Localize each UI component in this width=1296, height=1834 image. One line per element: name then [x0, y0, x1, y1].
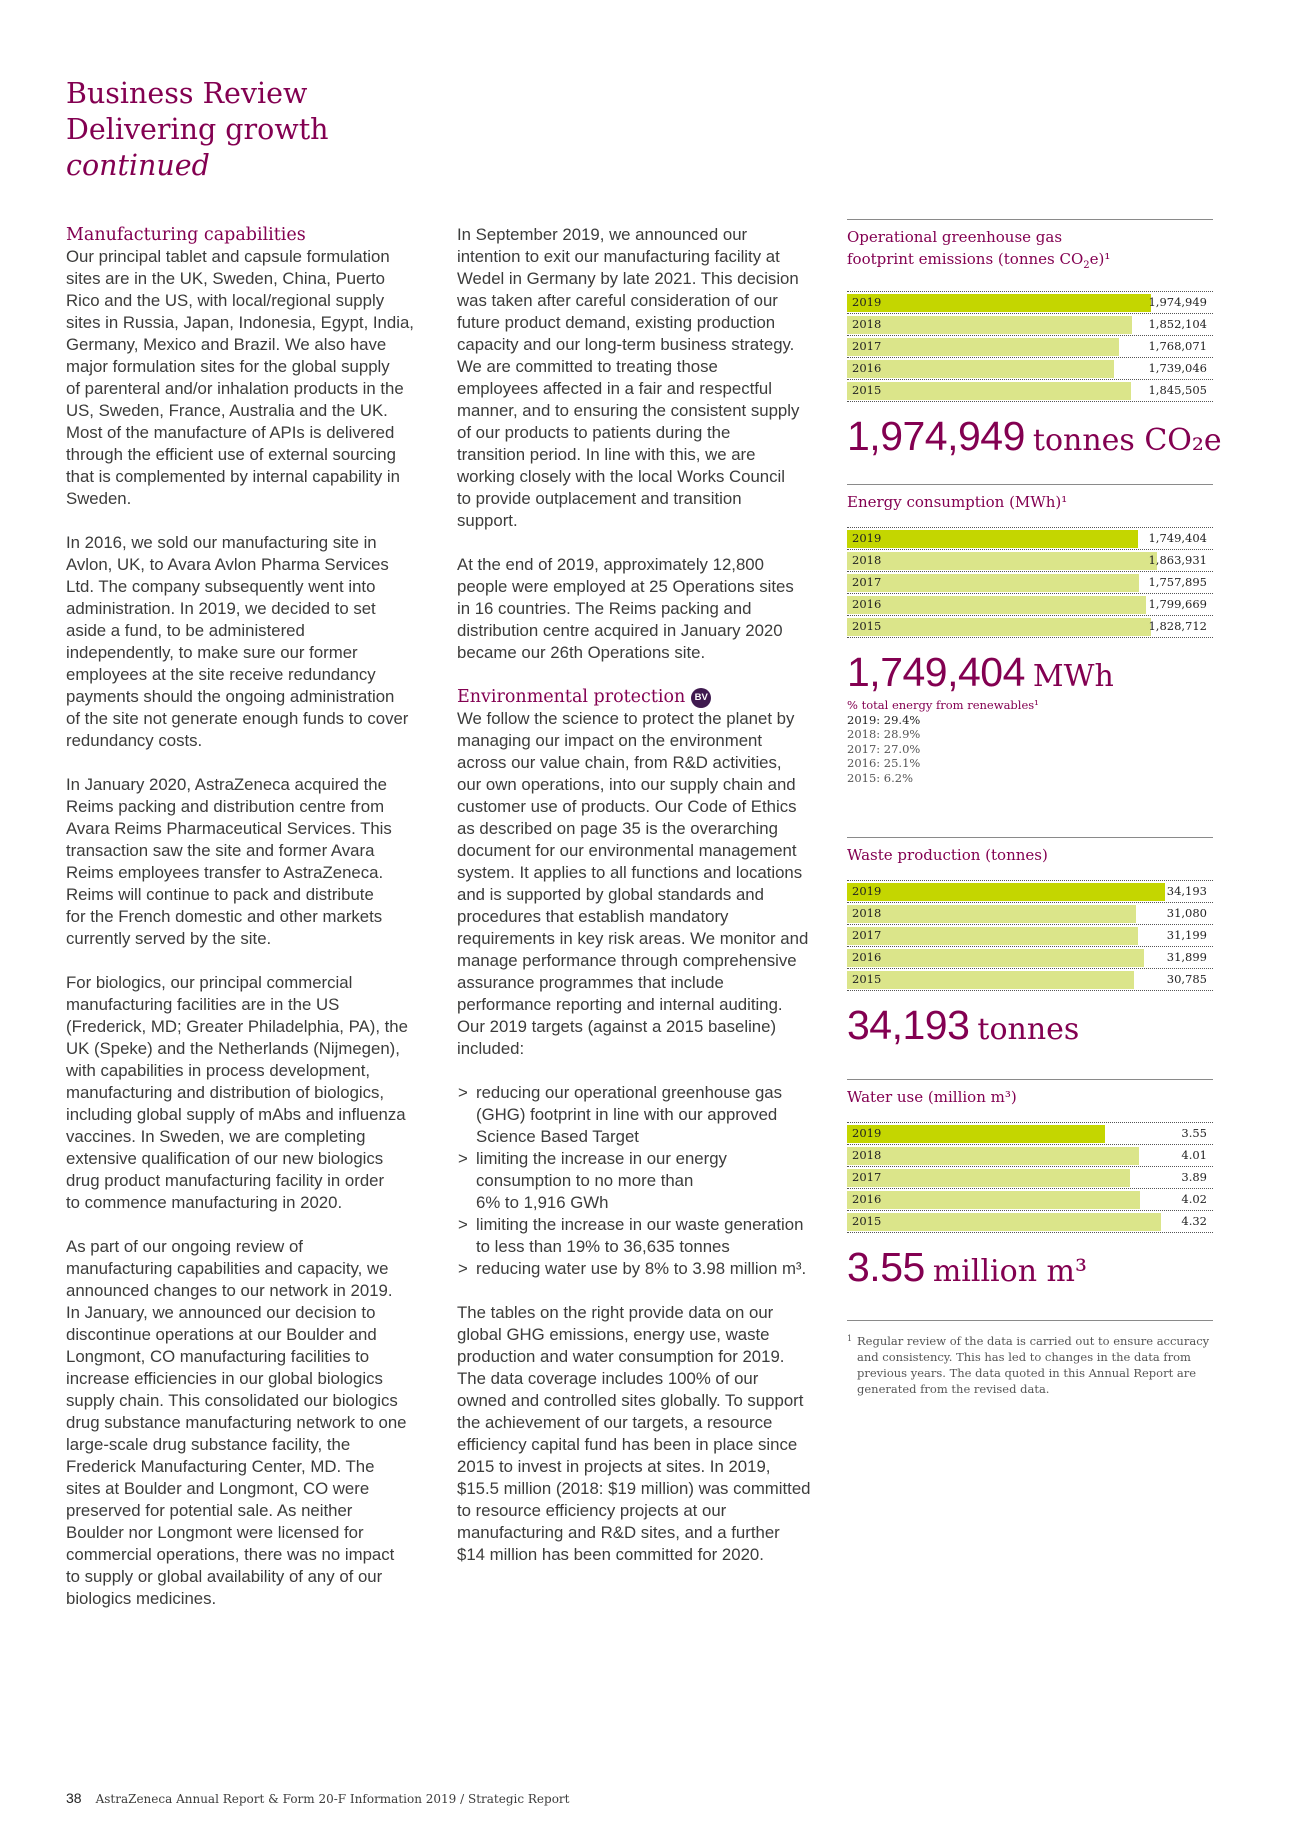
bar-year-label: 2015 [852, 383, 882, 397]
bar-row [847, 947, 1213, 969]
bar-chart [847, 880, 1213, 991]
chart-title-part: footprint emissions (tonnes CO [847, 250, 1084, 268]
renewables-item: 2018: 28.9% [847, 727, 921, 741]
bv-badge-icon: BV [691, 688, 711, 708]
energy-consumption-panel [847, 484, 1213, 785]
bar-row [847, 1145, 1213, 1167]
headline-unit: MWh [1032, 659, 1114, 694]
chart-title-line: Operational greenhouse gas [847, 228, 1063, 246]
bar-value-label: 31,899 [1166, 950, 1207, 964]
page-header [66, 76, 329, 184]
bar-year-label: 2017 [852, 928, 882, 942]
bar-2019 [847, 294, 1151, 312]
bar-year-label: 2015 [852, 619, 882, 633]
paragraph: We follow the science to protect the planet by managing our impact on the environment across our value chain, from R&D activities, our own operations, into our supply chain and customer use of products. Our Code of Ethics as described on page 35 is the overarching document for our environmental management system. It applies to all functions and locations and is supported by global standards and procedures that establish mandatory requirements in key risk areas. We monitor and manage performance through comprehensive assurance programmes that include performance reporting and internal auditing. Our 2019 targets (against a 2015 baseline) included: [457, 709, 809, 1058]
page-title: Delivering growth [66, 113, 329, 146]
bar-2019 [847, 883, 1165, 901]
bar-year-label: 2016 [852, 361, 882, 375]
bar-row [847, 380, 1213, 402]
bar-row [847, 314, 1213, 336]
bar-2015 [847, 1213, 1161, 1231]
bar-value-label: 4.32 [1181, 1214, 1207, 1228]
bar-value-label: 3.55 [1181, 1126, 1207, 1140]
headline-figure [847, 1003, 1213, 1047]
bar-row [847, 550, 1213, 572]
bar-row [847, 528, 1213, 550]
bar-2018 [847, 552, 1157, 570]
bar-value-label: 1,749,404 [1148, 531, 1207, 545]
bar-row [847, 1167, 1213, 1189]
footnote-marker: 1 [847, 1334, 853, 1343]
bar-value-label: 31,080 [1166, 906, 1207, 920]
bar-value-label: 4.02 [1181, 1192, 1207, 1206]
footnote-body: Regular review of the data is carried out to ensure accuracy and consistency. This has led to changes in the data from previous years. The data quoted in this Annual Report are generated from the revised data. [857, 1334, 1210, 1396]
bar-value-label: 1,828,712 [1148, 619, 1207, 633]
bar-value-label: 1,845,505 [1148, 383, 1207, 397]
renewables-item: 2017: 27.0% [847, 741, 921, 756]
chart-title [847, 226, 1213, 277]
ghg-emissions-panel [847, 219, 1222, 459]
bar-row [847, 1123, 1213, 1145]
bar-2018 [847, 1147, 1139, 1165]
footnote-text [847, 1333, 1213, 1397]
bar-value-label: 1,739,046 [1148, 361, 1207, 375]
bar-year-label: 2015 [852, 972, 882, 986]
bar-row [847, 903, 1213, 925]
bar-2018 [847, 905, 1136, 923]
bar-row [847, 572, 1213, 594]
renewables-label: % total energy from renewables¹ [847, 698, 1039, 712]
chart-title-part: e)¹ [1089, 250, 1111, 268]
list-item: > reducing our operational greenhouse gas (GHG) footprint in line with our approved Science Based Target [457, 1082, 823, 1148]
bar-2017 [847, 574, 1139, 592]
chart-title-line [847, 248, 1213, 277]
bar-value-label: 1,852,104 [1148, 317, 1207, 331]
renewables-item: 2016: 25.1% [847, 756, 921, 770]
headline-value: 3.55 [847, 1244, 925, 1290]
bar-2017 [847, 927, 1138, 945]
bar-value-label: 1,974,949 [1148, 295, 1207, 309]
bar-value-label: 31,199 [1166, 928, 1207, 942]
headline-figure [847, 650, 1213, 694]
paragraph: In 2016, we sold our manufacturing site in Avlon, UK, to Avara Avlon Pharma Services Ltd. The company subsequently went into administration. In 2019, we decided to set aside a fund, to be administered independently, to make sure our former employees at the site receive redundancy payments should the ongoing administration of the site not generate enough funds to cover redundancy costs. [66, 533, 409, 750]
bar-year-label: 2018 [852, 553, 882, 567]
bar-year-label: 2019 [852, 531, 882, 545]
heading-text: Environmental protection [457, 687, 686, 707]
renewables-item: 2015: 6.2% [847, 770, 914, 785]
paragraph: Our principal tablet and capsule formulation sites are in the UK, Sweden, China, Puerto Rico and the US, with local/regional supply sites in Russia, Japan, Indonesia, Egypt, India, Germany, Mexico and Brazil. We also have major formulation sites for the global supply of parenteral and/or inhalation products in the US, Sweden, France, Australia and the UK. Most of the manufacture of APIs is delivered through the efficient use of external sourcing that is complemented by internal capability in Sweden. [66, 247, 414, 508]
bar-2015 [847, 618, 1151, 636]
bar-row [847, 594, 1213, 616]
bar-value-label: 30,785 [1166, 972, 1207, 986]
bar-year-label: 2019 [852, 884, 882, 898]
bar-2016 [847, 596, 1146, 614]
list-item: > limiting the increase in our energy consumption to no more than 6% to 1,916 GWh [457, 1148, 823, 1214]
targets-list [457, 1082, 823, 1280]
bar-2016 [847, 949, 1144, 967]
water-use-panel [847, 1079, 1213, 1289]
bar-year-label: 2017 [852, 339, 882, 353]
bar-year-label: 2016 [852, 950, 882, 964]
bar-value-label: 1,757,895 [1148, 575, 1207, 589]
bar-row [847, 292, 1213, 314]
heading-manufacturing-capabilities: Manufacturing capabilities [66, 225, 306, 245]
bar-year-label: 2019 [852, 295, 882, 309]
list-item: > limiting the increase in our waste generation to less than 19% to 36,635 tonnes [457, 1214, 823, 1258]
headline-value: 1,749,404 [847, 649, 1025, 695]
bar-row [847, 881, 1213, 903]
paragraph: As part of our ongoing review of manufacturing capabilities and capacity, we announced changes to our network in 2019. In January, we announced our decision to discontinue operations at our Boulder and Longmont, CO manufacturing facilities to increase efficiencies in our global biologics supply chain. This consolidated our biologics drug substance manufacturing network to one large-scale drug substance facility, the Frederick Manufacturing Center, MD. The sites at Boulder and Longmont, CO were preserved for potential sale. As neither Boulder nor Longmont were licensed for commercial operations, there was no impact to supply or global availability of any of our biologics medicines. [66, 1237, 407, 1608]
headline-figure [847, 1245, 1213, 1289]
section-title: Business Review [66, 77, 308, 110]
page-footer [66, 1790, 570, 1806]
bar-year-label: 2017 [852, 575, 882, 589]
chart-title-subscript: 2 [1083, 260, 1090, 271]
text-column-middle [457, 224, 823, 1588]
bar-row [847, 336, 1213, 358]
bar-value-label: 3.89 [1181, 1170, 1207, 1184]
page-number: 38 [66, 1790, 82, 1806]
bar-value-label: 1,768,071 [1148, 339, 1207, 353]
bar-year-label: 2019 [852, 1126, 882, 1140]
bar-row [847, 358, 1213, 380]
paragraph: In January 2020, AstraZeneca acquired the Reims packing and distribution centre from Avara Reims Pharmaceutical Services. This transaction saw the site and former Avara Reims employees transfer to AstraZeneca. Reims will continue to pack and distribute for the French domestic and other markets currently served by the site. [66, 775, 392, 948]
bar-2015 [847, 971, 1134, 989]
bar-row [847, 1189, 1213, 1211]
bar-2017 [847, 338, 1119, 356]
footnote [847, 1320, 1213, 1397]
bar-row [847, 925, 1213, 947]
bar-2016 [847, 360, 1114, 378]
footer-text: AstraZeneca Annual Report & Form 20-F Information 2019 / Strategic Report [95, 1792, 570, 1806]
bar-value-label: 1,799,669 [1148, 597, 1207, 611]
renewables-list [847, 698, 1213, 785]
heading-environmental-protection [457, 686, 823, 708]
list-item: > reducing water use by 8% to 3.98 million m³. [457, 1258, 823, 1280]
paragraph: The tables on the right provide data on our global GHG emissions, energy use, waste production and water consumption for 2019. The data coverage includes 100% of our owned and controlled sites globally. To support the achievement of our targets, a resource efficiency capital fund has been in place since 2015 to invest in projects at sites. In 2019, $15.5 million (2018: $19 million) was committed to resource efficiency projects at our manufacturing and R&D sites, and a further $14 million has been committed for 2020. [457, 1303, 811, 1564]
bar-row [847, 616, 1213, 638]
page-subtitle: continued [66, 149, 210, 182]
chart-title: Water use (million m³) [847, 1088, 1017, 1106]
bar-2016 [847, 1191, 1140, 1209]
chart-title: Energy consumption (MWh)¹ [847, 493, 1068, 511]
bar-chart [847, 1122, 1213, 1233]
bar-year-label: 2018 [852, 1148, 882, 1162]
paragraph: At the end of 2019, approximately 12,800 people were employed at 25 Operations sites in 16 countries. The Reims packing and distribution centre acquired in January 2020 became our 26th Operations site. [457, 555, 794, 662]
renewables-item: 2019: 29.4% [847, 712, 921, 727]
headline-value: 34,193 [847, 1002, 970, 1048]
paragraph: In September 2019, we announced our intention to exit our manufacturing facility at Wedel in Germany by late 2021. This decision was taken after careful consideration of our future product demand, existing production capacity and our long-term business strategy. We are committed to treating those employees affected in a fair and respectful manner, and to ensuring the consistent supply of our products to patients during the transition period. In line with this, we are working closely with the local Works Council to provide outplacement and transition support. [457, 225, 800, 530]
bar-year-label: 2018 [852, 906, 882, 920]
headline-figure [847, 413, 1222, 459]
bar-value-label: 1,863,931 [1148, 553, 1207, 567]
text-column-left [66, 224, 438, 1632]
paragraph: For biologics, our principal commercial manufacturing facilities are in the US (Frederick, MD; Greater Philadelphia, PA), the UK (Speke) and the Netherlands (Nijmegen), with capabilities in process development, manufacturing and distribution of biologics, including global supply of mAbs and influenza vaccines. In Sweden, we are completing extensive qualification of our new biologics drug product manufacturing facility in order to commence manufacturing in 2020. [66, 973, 408, 1212]
bar-year-label: 2016 [852, 597, 882, 611]
bar-year-label: 2018 [852, 317, 882, 331]
headline-unit: tonnes CO₂e [1032, 423, 1222, 458]
bar-year-label: 2016 [852, 1192, 882, 1206]
bar-row [847, 969, 1213, 991]
bar-2015 [847, 382, 1131, 400]
bar-2019 [847, 1125, 1105, 1143]
bar-chart [847, 291, 1213, 402]
bar-2017 [847, 1169, 1130, 1187]
bar-chart [847, 527, 1213, 638]
bar-value-label: 34,193 [1166, 884, 1207, 898]
chart-title: Waste production (tonnes) [847, 846, 1048, 864]
bar-row [847, 1211, 1213, 1233]
headline-value: 1,974,949 [847, 413, 1025, 459]
headline-unit: tonnes [977, 1012, 1080, 1047]
waste-production-panel [847, 837, 1213, 1047]
bar-year-label: 2017 [852, 1170, 882, 1184]
bar-2018 [847, 316, 1132, 334]
headline-unit: million m³ [932, 1254, 1088, 1289]
bar-value-label: 4.01 [1181, 1148, 1207, 1162]
bar-year-label: 2015 [852, 1214, 882, 1228]
bar-2019 [847, 530, 1138, 548]
